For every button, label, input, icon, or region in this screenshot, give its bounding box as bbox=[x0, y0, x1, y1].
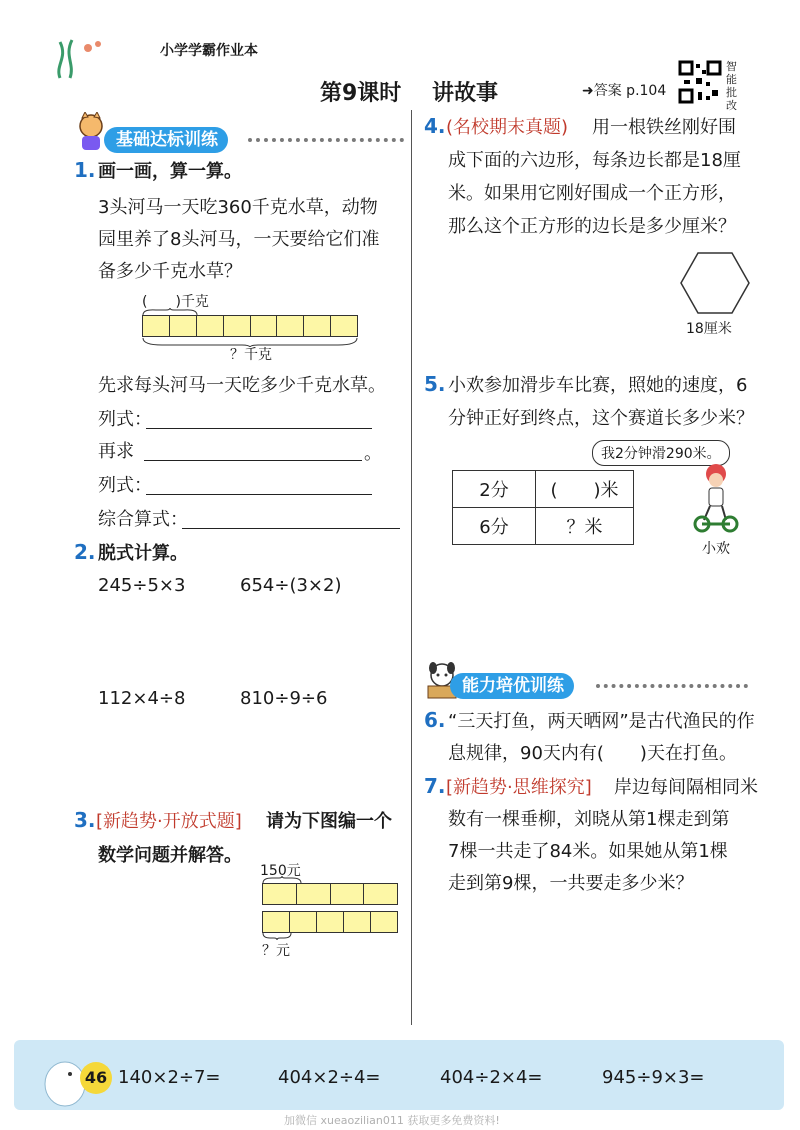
q1-number: 1. bbox=[74, 158, 96, 182]
answer-reference: ➜答案 p.104 bbox=[582, 83, 667, 99]
q3-tag: [新趋势·开放式题] bbox=[96, 811, 242, 832]
q1-line-3: 备多少千克水草？ bbox=[98, 261, 242, 282]
q5-cell-time-2: 6分 bbox=[453, 508, 536, 545]
q1-then-answer-line[interactable] bbox=[144, 460, 362, 461]
q6-line-2: 息规律，90天内有( )天在打鱼。 bbox=[448, 743, 737, 764]
q5-cell-dist-2: ？米 bbox=[536, 508, 634, 545]
q3-number: 3. bbox=[74, 808, 96, 832]
q1-formula1-answer-line[interactable] bbox=[146, 428, 372, 429]
q7-number: 7. bbox=[424, 774, 446, 798]
q7-line-4: 走到第9棵，一共要走多少米？ bbox=[448, 873, 694, 894]
section-divider-dots bbox=[248, 138, 404, 142]
book-title: 小学学霸作业本 bbox=[160, 43, 258, 59]
q1-formula2-answer-line[interactable] bbox=[146, 494, 372, 495]
q1-title: 画一画，算一算。 bbox=[98, 161, 242, 182]
q5-line-1: 小欢参加滑步车比赛，照她的速度，6 bbox=[448, 375, 748, 396]
q2-title: 脱式计算。 bbox=[98, 543, 188, 564]
cat-mascot-icon bbox=[76, 112, 106, 156]
q7-tag: [新趋势·思维探究] bbox=[446, 777, 592, 798]
footer-watermark: 加微信 xueaozilian011 获取更多免费资料! bbox=[284, 1114, 500, 1127]
column-divider bbox=[411, 110, 412, 1025]
page-number-badge bbox=[80, 1062, 112, 1094]
q5-table bbox=[452, 470, 634, 545]
q5-cell-time-1: 2分 bbox=[453, 471, 536, 508]
section-divider-dots bbox=[596, 684, 748, 688]
q2-item-3: 112×4÷8 bbox=[98, 688, 186, 709]
q1-combined-label: 综合算式： bbox=[98, 509, 188, 530]
q1-formula2-label: 列式： bbox=[98, 475, 152, 496]
q3-text-1: 请为下图编一个 bbox=[266, 811, 392, 832]
q1-brace-label: ( )千克 bbox=[142, 294, 209, 310]
q5-number: 5. bbox=[424, 372, 446, 396]
q1-total-label: ？千克 bbox=[230, 347, 272, 363]
page-number: 46 bbox=[84, 1068, 108, 1087]
q1-step1: 先求每头河马一天吃多少千克水草。 bbox=[98, 375, 386, 396]
lesson-topic: 讲故事 bbox=[432, 81, 499, 106]
q3-text-2: 数学问题并解答。 bbox=[98, 845, 242, 866]
q1-combined-answer-line[interactable] bbox=[182, 528, 400, 529]
q4-hexagon-shape bbox=[680, 252, 750, 314]
footer-item-4: 945÷9×3= bbox=[602, 1067, 705, 1088]
q1-line-2: 园里养了8头河马，一天要给它们准 bbox=[98, 229, 380, 250]
q3-top-label: 150元 bbox=[260, 863, 301, 879]
q7-line-3: 7棵一共走了84米。如果她从第1棵 bbox=[448, 841, 728, 862]
q5-bubble-text: 我2分钟滑290米。 bbox=[601, 446, 721, 462]
table-row bbox=[453, 471, 634, 508]
q4-line-2: 成下面的六边形，每条边长都是18厘 bbox=[448, 150, 741, 171]
q4-line-3: 米。如果用它刚好围成一个正方形， bbox=[448, 183, 736, 204]
q2-item-1: 245÷5×3 bbox=[98, 575, 186, 596]
q5-cell-dist-1[interactable]: ( )米 bbox=[536, 471, 634, 508]
q7-line-2: 数有一棵垂柳，刘晓从第1棵走到第 bbox=[448, 809, 730, 830]
qr-side-text: 智能批改 bbox=[726, 60, 737, 112]
header-decoration bbox=[40, 30, 130, 80]
q6-number: 6. bbox=[424, 708, 446, 732]
q4-number: 4. bbox=[424, 114, 446, 138]
footer-item-2: 404×2÷4= bbox=[278, 1067, 381, 1088]
q3-bar-1 bbox=[262, 883, 398, 905]
q5-line-2: 分钟正好到终点，这个赛道长多少米？ bbox=[448, 408, 754, 429]
section-advanced-training: 能力培优训练 bbox=[450, 673, 574, 699]
footer-item-1: 140×2÷7= bbox=[118, 1067, 221, 1088]
q7-line-1: 岸边每间隔相同米 bbox=[614, 777, 758, 798]
q4-tag: (名校期末真题) bbox=[446, 117, 569, 138]
q4-line-1: 用一根铁丝刚好围 bbox=[592, 117, 736, 138]
q2-number: 2. bbox=[74, 540, 96, 564]
seaweed-icon bbox=[40, 30, 130, 80]
q3-bar-2 bbox=[262, 911, 398, 933]
q2-item-4: 810÷9÷6 bbox=[240, 688, 328, 709]
q1-then-label: 再求 bbox=[98, 441, 134, 462]
q4-line-4: 那么这个正方形的边长是多少厘米？ bbox=[448, 216, 736, 237]
q6-line-1: “三天打鱼，两天晒网”是古代渔民的作 bbox=[448, 711, 755, 732]
q2-item-2: 654÷(3×2) bbox=[240, 575, 342, 596]
q3-bottom-brace bbox=[262, 932, 292, 940]
q4-hexagon-label: 18厘米 bbox=[686, 321, 732, 337]
q3-bottom-label: ？元 bbox=[262, 943, 290, 959]
q1-line-1: 3头河马一天吃360千克水草，动物 bbox=[98, 197, 378, 218]
footer-item-3: 404÷2×4= bbox=[440, 1067, 543, 1088]
q1-period: 。 bbox=[364, 443, 382, 464]
qr-code[interactable] bbox=[678, 60, 722, 104]
section-basic-training: 基础达标训练 bbox=[104, 127, 228, 153]
q1-formula1-label: 列式： bbox=[98, 409, 152, 430]
q1-bar-model bbox=[142, 315, 358, 337]
lesson-number: 第9课时 bbox=[320, 81, 402, 106]
table-row bbox=[453, 508, 634, 545]
girl-on-scooter-icon bbox=[692, 462, 740, 536]
q5-character-name: 小欢 bbox=[702, 541, 730, 557]
